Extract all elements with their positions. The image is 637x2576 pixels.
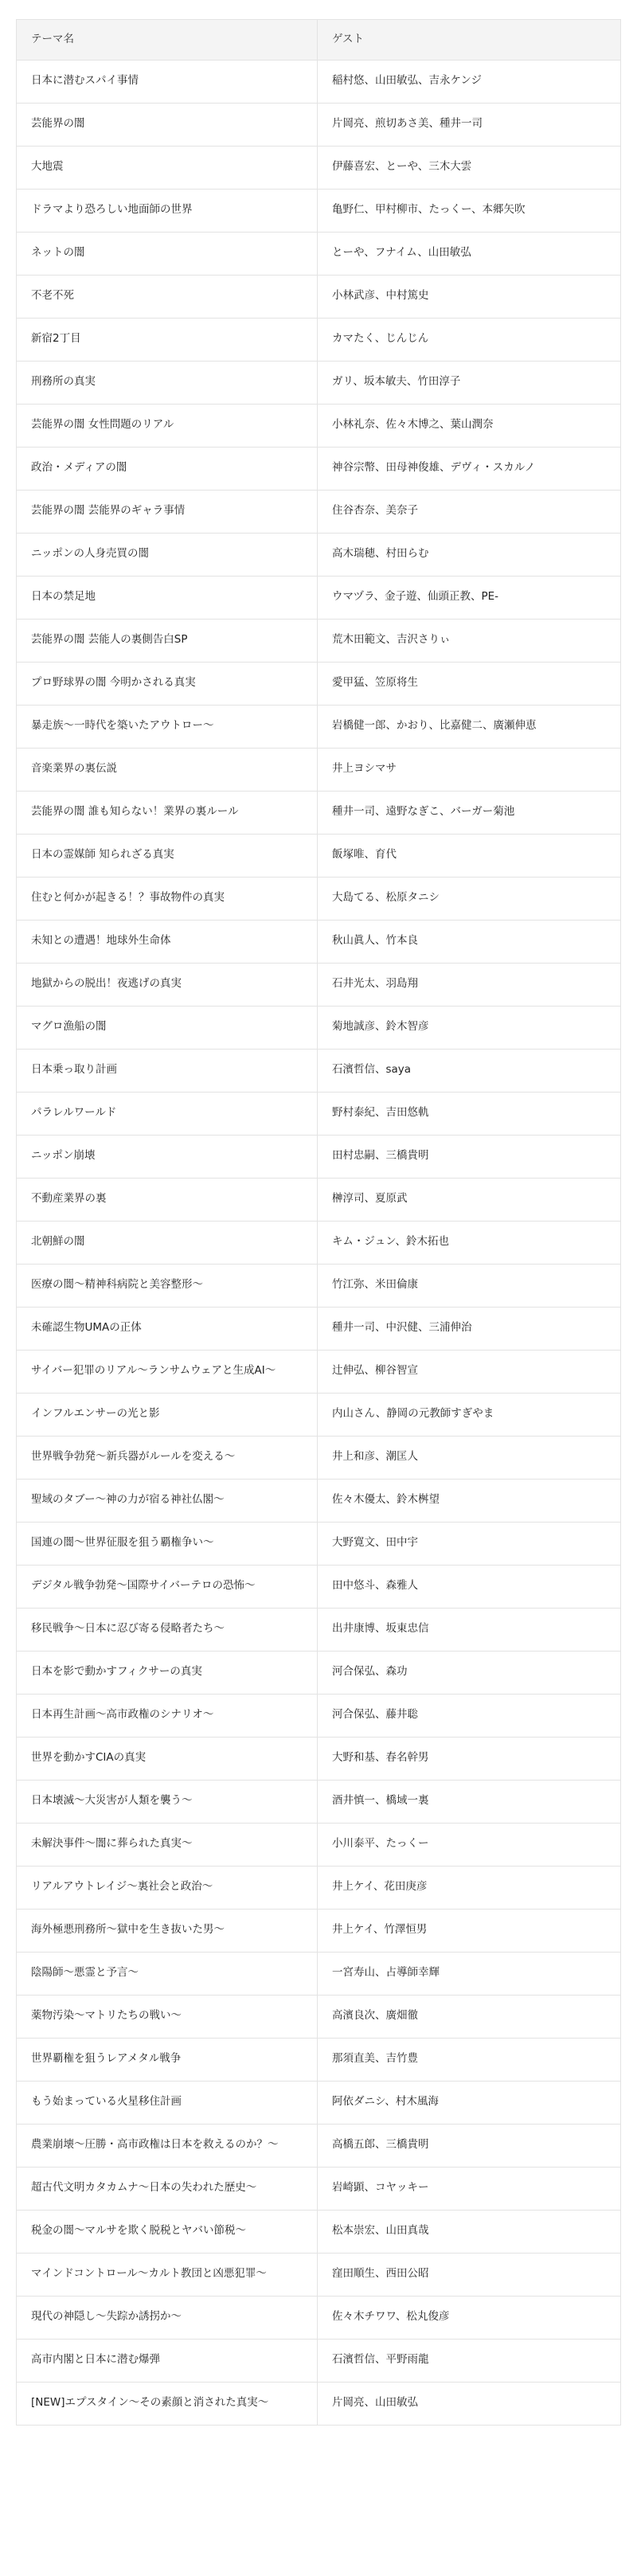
table-row: [17, 619, 621, 662]
guest-cell: 住谷杏奈、美奈子: [318, 490, 621, 533]
table-row: [17, 1393, 621, 1436]
theme-cell: 現代の神隠し〜失踪か誘拐か〜: [17, 2296, 318, 2339]
table-row: [17, 490, 621, 533]
guest-cell: 井上ケイ、竹澤恒男: [318, 1909, 621, 1952]
guest-cell: 亀野仁、甲村柳市、たっくー、本郷矢吹: [318, 189, 621, 232]
theme-cell: 薬物汚染〜マトリたちの戦い〜: [17, 1995, 318, 2038]
table-row: [17, 447, 621, 490]
table-row: [17, 920, 621, 963]
guest-cell: 榊淳司、夏原武: [318, 1178, 621, 1221]
table-row: [17, 2339, 621, 2382]
table-row: [17, 1565, 621, 1608]
table-row: [17, 1823, 621, 1866]
theme-cell: 日本乗っ取り計画: [17, 1049, 318, 1092]
table-row: [17, 834, 621, 877]
table-row: [17, 2124, 621, 2167]
table-row: [17, 318, 621, 361]
guest-cell: 田村忠嗣、三橋貴明: [318, 1135, 621, 1178]
guest-cell: 神谷宗幣、田母神俊雄、デヴィ・スカルノ: [318, 447, 621, 490]
guest-cell: 河合保弘、藤井聡: [318, 1694, 621, 1737]
table-row: [17, 103, 621, 146]
table-row: [17, 963, 621, 1006]
guest-cell: 片岡亮、山田敏弘: [318, 2382, 621, 2425]
table-row: [17, 705, 621, 748]
guest-cell: 小川泰平、たっくー: [318, 1823, 621, 1866]
theme-cell: ニッポンの人身売買の闇: [17, 533, 318, 576]
guest-cell: 河合保弘、森功: [318, 1651, 621, 1694]
table-row: [17, 2296, 621, 2339]
theme-cell: 芸能界の闇 芸能界のギャラ事情: [17, 490, 318, 533]
theme-cell: リアルアウトレイジ〜裏社会と政治〜: [17, 1866, 318, 1909]
table-row: [17, 1522, 621, 1565]
table-row: [17, 1135, 621, 1178]
theme-cell: もう始まっている火星移住計画: [17, 2081, 318, 2124]
table-row: [17, 1264, 621, 1307]
theme-cell: 超古代文明カタカムナ〜日本の失われた歴史〜: [17, 2167, 318, 2210]
theme-cell: 聖域のタブー〜神の力が宿る神社仏閣〜: [17, 1479, 318, 1522]
table-row: [17, 877, 621, 920]
theme-cell: 大地震: [17, 146, 318, 189]
theme-cell: [NEW]エプスタイン〜その素顔と消された真実〜: [17, 2382, 318, 2425]
theme-cell: 日本に潜むスパイ事情: [17, 60, 318, 103]
table-row: [17, 189, 621, 232]
guest-cell: 飯塚唯、育代: [318, 834, 621, 877]
guest-cell: 酒井慎一、橋域一裏: [318, 1780, 621, 1823]
header-guest: ゲスト: [318, 20, 621, 61]
guest-cell: 石濱哲信、saya: [318, 1049, 621, 1092]
guest-cell: 伊藤喜宏、とーや、三木大雲: [318, 146, 621, 189]
theme-cell: 日本再生計画〜高市政権のシナリオ〜: [17, 1694, 318, 1737]
theme-cell: 海外極悪刑務所〜獄中を生き抜いた男〜: [17, 1909, 318, 1952]
theme-cell: 刑務所の真実: [17, 361, 318, 404]
guest-cell: 竹江弥、米田倫康: [318, 1264, 621, 1307]
guest-cell: 一宮寿山、占導師幸輝: [318, 1952, 621, 1995]
theme-cell: 不動産業界の裏: [17, 1178, 318, 1221]
table-row: [17, 791, 621, 834]
theme-cell: 農業崩壊〜圧勝・高市政権は日本を救えるのか？〜: [17, 2124, 318, 2167]
theme-cell: 陰陽師〜悪霊と予言〜: [17, 1952, 318, 1995]
guest-cell: 菊地誠彦、鈴木智彦: [318, 1006, 621, 1049]
guest-cell: 種井一司、遠野なぎこ、バーガー菊池: [318, 791, 621, 834]
theme-cell: 政治・メディアの闇: [17, 447, 318, 490]
table-row: [17, 2167, 621, 2210]
guest-cell: 窪田順生、西田公昭: [318, 2253, 621, 2296]
theme-cell: 未解決事件〜闇に葬られた真実〜: [17, 1823, 318, 1866]
theme-cell: 暴走族〜一時代を築いたアウトロー〜: [17, 705, 318, 748]
theme-cell: ネットの闇: [17, 232, 318, 275]
guest-cell: 高橋五郎、三橋貴明: [318, 2124, 621, 2167]
table-row: [17, 60, 621, 103]
theme-cell: 音楽業界の裏伝説: [17, 748, 318, 791]
table-row: [17, 1092, 621, 1135]
table-row: [17, 146, 621, 189]
table-row: [17, 2038, 621, 2081]
theme-cell: 世界覇権を狙うレアメタル戦争: [17, 2038, 318, 2081]
theme-cell: 税金の闇〜マルサを欺く脱税とヤバい節税〜: [17, 2210, 318, 2253]
table-row: [17, 2382, 621, 2425]
guest-cell: 稲村悠、山田敏弘、吉永ケンジ: [318, 60, 621, 103]
header-theme: テーマ名: [17, 20, 318, 61]
theme-cell: デジタル戦争勃発〜国際サイバーテロの恐怖〜: [17, 1565, 318, 1608]
guest-cell: 野村泰紀、吉田悠軌: [318, 1092, 621, 1135]
guest-cell: 秋山眞人、竹本良: [318, 920, 621, 963]
theme-cell: 世界を動かすCIAの真実: [17, 1737, 318, 1780]
guest-cell: 高木瑞穂、村田らむ: [318, 533, 621, 576]
theme-cell: 新宿2丁目: [17, 318, 318, 361]
guest-cell: 荒木田範文、吉沢さりぃ: [318, 619, 621, 662]
table-row: [17, 1221, 621, 1264]
guest-cell: ガリ、坂本敏夫、竹田淳子: [318, 361, 621, 404]
table-row: [17, 2081, 621, 2124]
theme-cell: 未知との遭遇！地球外生命体: [17, 920, 318, 963]
table-row: [17, 1350, 621, 1393]
table-row: [17, 1608, 621, 1651]
guest-cell: 大野和基、春名幹男: [318, 1737, 621, 1780]
guest-cell: 井上ケイ、花田庚彦: [318, 1866, 621, 1909]
theme-cell: 移民戦争〜日本に忍び寄る侵略者たち〜: [17, 1608, 318, 1651]
guest-cell: 内山さん、静岡の元教師すぎやま: [318, 1393, 621, 1436]
table-row: [17, 1307, 621, 1350]
theme-cell: 北朝鮮の闇: [17, 1221, 318, 1264]
theme-cell: 日本の禁足地: [17, 576, 318, 619]
guest-cell: 松本崇宏、山田真哉: [318, 2210, 621, 2253]
table-row: [17, 1178, 621, 1221]
table-row: [17, 404, 621, 447]
theme-cell: 日本を影で動かすフィクサーの真実: [17, 1651, 318, 1694]
table-row: [17, 2253, 621, 2296]
guest-cell: 種井一司、中沢健、三浦伸治: [318, 1307, 621, 1350]
theme-cell: 芸能界の闇 誰も知らない！業界の裏ルール: [17, 791, 318, 834]
table-row: [17, 1995, 621, 2038]
guest-cell: カマたく、じんじん: [318, 318, 621, 361]
guest-cell: 井上和彦、潮匡人: [318, 1436, 621, 1479]
table-row: [17, 1737, 621, 1780]
theme-cell: 日本の霊媒師 知られざる真実: [17, 834, 318, 877]
guest-cell: ウマヅラ、金子遊、仙頭正教、PE-: [318, 576, 621, 619]
theme-cell: 未確認生物UMAの正体: [17, 1307, 318, 1350]
table-row: [17, 662, 621, 705]
table-row: [17, 2210, 621, 2253]
theme-cell: 芸能界の闇 女性問題のリアル: [17, 404, 318, 447]
table-row: [17, 533, 621, 576]
guest-cell: キム・ジュン、鈴木拓也: [318, 1221, 621, 1264]
table-row: [17, 232, 621, 275]
guest-cell: 片岡亮、煎切あさ美、種井一司: [318, 103, 621, 146]
guest-cell: 大野寛文、田中宇: [318, 1522, 621, 1565]
guest-cell: 田中悠斗、森雅人: [318, 1565, 621, 1608]
theme-cell: ドラマより恐ろしい地面師の世界: [17, 189, 318, 232]
theme-cell: 住むと何かが起きる！？事故物件の真実: [17, 877, 318, 920]
table-row: [17, 1694, 621, 1737]
guest-cell: 愛甲猛、笠原将生: [318, 662, 621, 705]
guest-cell: 小林礼奈、佐々木博之、葉山潤奈: [318, 404, 621, 447]
theme-cell: 地獄からの脱出！夜逃げの真実: [17, 963, 318, 1006]
table-row: [17, 1780, 621, 1823]
theme-cell: 国連の闇〜世界征服を狙う覇権争い〜: [17, 1522, 318, 1565]
guest-cell: 阿依ダニシ、村木風海: [318, 2081, 621, 2124]
guest-cell: 井上ヨシマサ: [318, 748, 621, 791]
table-row: [17, 748, 621, 791]
guest-cell: 石井光太、羽島翔: [318, 963, 621, 1006]
table-row: [17, 1436, 621, 1479]
guest-cell: 高濱良次、廣畑徹: [318, 1995, 621, 2038]
guest-cell: 佐々木チワワ、松丸俊彦: [318, 2296, 621, 2339]
theme-cell: 不老不死: [17, 275, 318, 318]
table-row: [17, 1651, 621, 1694]
guest-cell: 小林武彦、中村篤史: [318, 275, 621, 318]
table-row: [17, 1479, 621, 1522]
guest-cell: 岩橋健一郎、かおり、比嘉健二、廣瀬伸恵: [318, 705, 621, 748]
guest-cell: 出井康博、坂東忠信: [318, 1608, 621, 1651]
theme-cell: マインドコントロール〜カルト教団と凶悪犯罪〜: [17, 2253, 318, 2296]
guest-cell: 岩崎顕、コヤッキー: [318, 2167, 621, 2210]
theme-cell: ニッポン崩壊: [17, 1135, 318, 1178]
table-row: [17, 576, 621, 619]
theme-cell: インフルエンサーの光と影: [17, 1393, 318, 1436]
table-row: [17, 1866, 621, 1909]
table-body: [17, 60, 621, 2425]
theme-cell: パラレルワールド: [17, 1092, 318, 1135]
theme-guest-table: [16, 19, 621, 2426]
table-row: [17, 1006, 621, 1049]
theme-cell: 芸能界の闇: [17, 103, 318, 146]
theme-cell: 高市内閣と日本に潜む爆弾: [17, 2339, 318, 2382]
table-header-row: [17, 20, 621, 61]
table-row: [17, 1909, 621, 1952]
theme-cell: マグロ漁船の闇: [17, 1006, 318, 1049]
theme-cell: 芸能界の闇 芸能人の裏側告白SP: [17, 619, 318, 662]
theme-cell: サイバー犯罪のリアル〜ランサムウェアと生成AI〜: [17, 1350, 318, 1393]
table-row: [17, 1952, 621, 1995]
guest-cell: 辻伸弘、柳谷智宣: [318, 1350, 621, 1393]
theme-cell: プロ野球界の闇 今明かされる真実: [17, 662, 318, 705]
table-row: [17, 275, 621, 318]
guest-cell: 那須直美、吉竹豊: [318, 2038, 621, 2081]
guest-cell: 石濱哲信、平野雨龍: [318, 2339, 621, 2382]
theme-cell: 世界戦争勃発〜新兵器がルールを変える〜: [17, 1436, 318, 1479]
guest-cell: とーや、フナイム、山田敏弘: [318, 232, 621, 275]
guest-cell: 大島てる、松原タニシ: [318, 877, 621, 920]
theme-cell: 医療の闇〜精神科病院と美容整形〜: [17, 1264, 318, 1307]
theme-cell: 日本壊滅〜大災害が人類を襲う〜: [17, 1780, 318, 1823]
table-row: [17, 361, 621, 404]
guest-cell: 佐々木優太、鈴木桝望: [318, 1479, 621, 1522]
table-row: [17, 1049, 621, 1092]
